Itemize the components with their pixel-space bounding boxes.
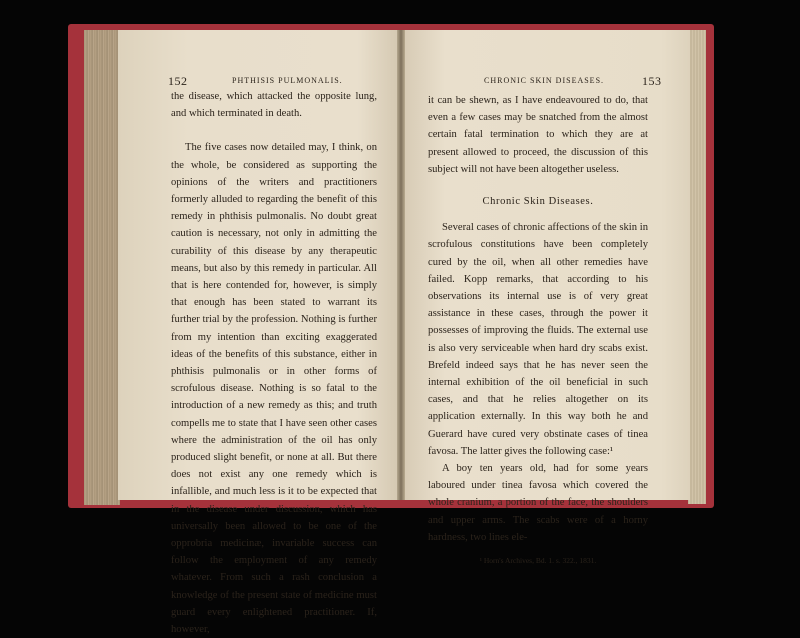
section-title: Chronic Skin Diseases. xyxy=(482,196,594,208)
right-page xyxy=(402,30,690,566)
right-paragraph-2: Several cases of chronic affections of the skin in scrofulous constitutions have been completely cured by the oil, when all other remedies have failed. Kopp remarks, that according to his observations its internal use is of very great assistance in these cases, through the power it possesses of improving the fluids. The external use is also very serviceable when hard dry scabs exist. Brefeld indeed says that he has never seen the internal exhibition of the oil beneficial in such cases, and that he relies altogether on its application externally. In this way both he and Guerard have cured very obstinate cases of tinea favosa. The latter gives the following case:¹ xyxy=(428,222,648,457)
left-page-header xyxy=(168,74,378,89)
right-paragraph-3: A boy ten years old, had for some years laboured under tinea favosa which covered the whole cranium, a portion of the face, the shoulders and upper arms. The scabs were of a horny hardness, two lines ele- xyxy=(428,463,648,543)
right-running-head: CHRONIC SKIN DISEASES. xyxy=(484,76,605,85)
right-page-number: 153 xyxy=(642,74,662,88)
book-gutter xyxy=(397,30,405,500)
left-page-text xyxy=(171,88,377,638)
left-page-number: 152 xyxy=(168,74,188,88)
left-paragraph-2: The five cases now detailed may, I think, on the whole, be considered as supporting the opinions of the writers and practitioners formerly alluded to regarding the benefit of this remedy in phthisis pulmonalis. No doubt great caution is necessary, not only in admitting the curability of this disease by any therapeutic means, but also by this remedy in particular. All that is here contended for, however, is simply that enough has been stated to warrant its further trial by the profession. Nothing is further from my intention than exciting exaggerated ideas of the benefits of this substance, either in phthisis pulmonalis or in other forms of scrofulous disease. Nothing is so fatal to the introduction of a new remedy as this; and truth compells me to state that I have seen other cases where the administration of the oil has only produced slight benefit, or none at all. But there does not exist any one remedy which is infallible, and much less is it to be expected that in the disease under discussion, which has universally been allowed to be one of the opprobria medicinæ, invariable success can follow the employment of any remedy whatever. From such a rash conclusion a knowledge of the present state of medicine must guard every enlightened practitioner. If, however, xyxy=(171,142,377,636)
right-page-text xyxy=(428,92,648,569)
page-edges-right xyxy=(688,30,706,504)
page-edges-left xyxy=(84,30,120,505)
right-paragraph-1: it can be shewn, as I have endeavoured to do, that even a few cases may be snatched from the almost certain fatal termination to which they are at present allowed to proceed, the discussion of this subject will not have been altogether useless. xyxy=(428,95,648,175)
left-running-head: PHTHISIS PULMONALIS. xyxy=(232,76,343,85)
left-paragraph-1: the disease, which attacked the opposite lung, and which terminated in death. xyxy=(171,91,377,120)
left-page xyxy=(118,30,400,636)
footnote: ¹ Horn's Archives, Bd. 1. s. 322., 1831. xyxy=(479,556,597,566)
